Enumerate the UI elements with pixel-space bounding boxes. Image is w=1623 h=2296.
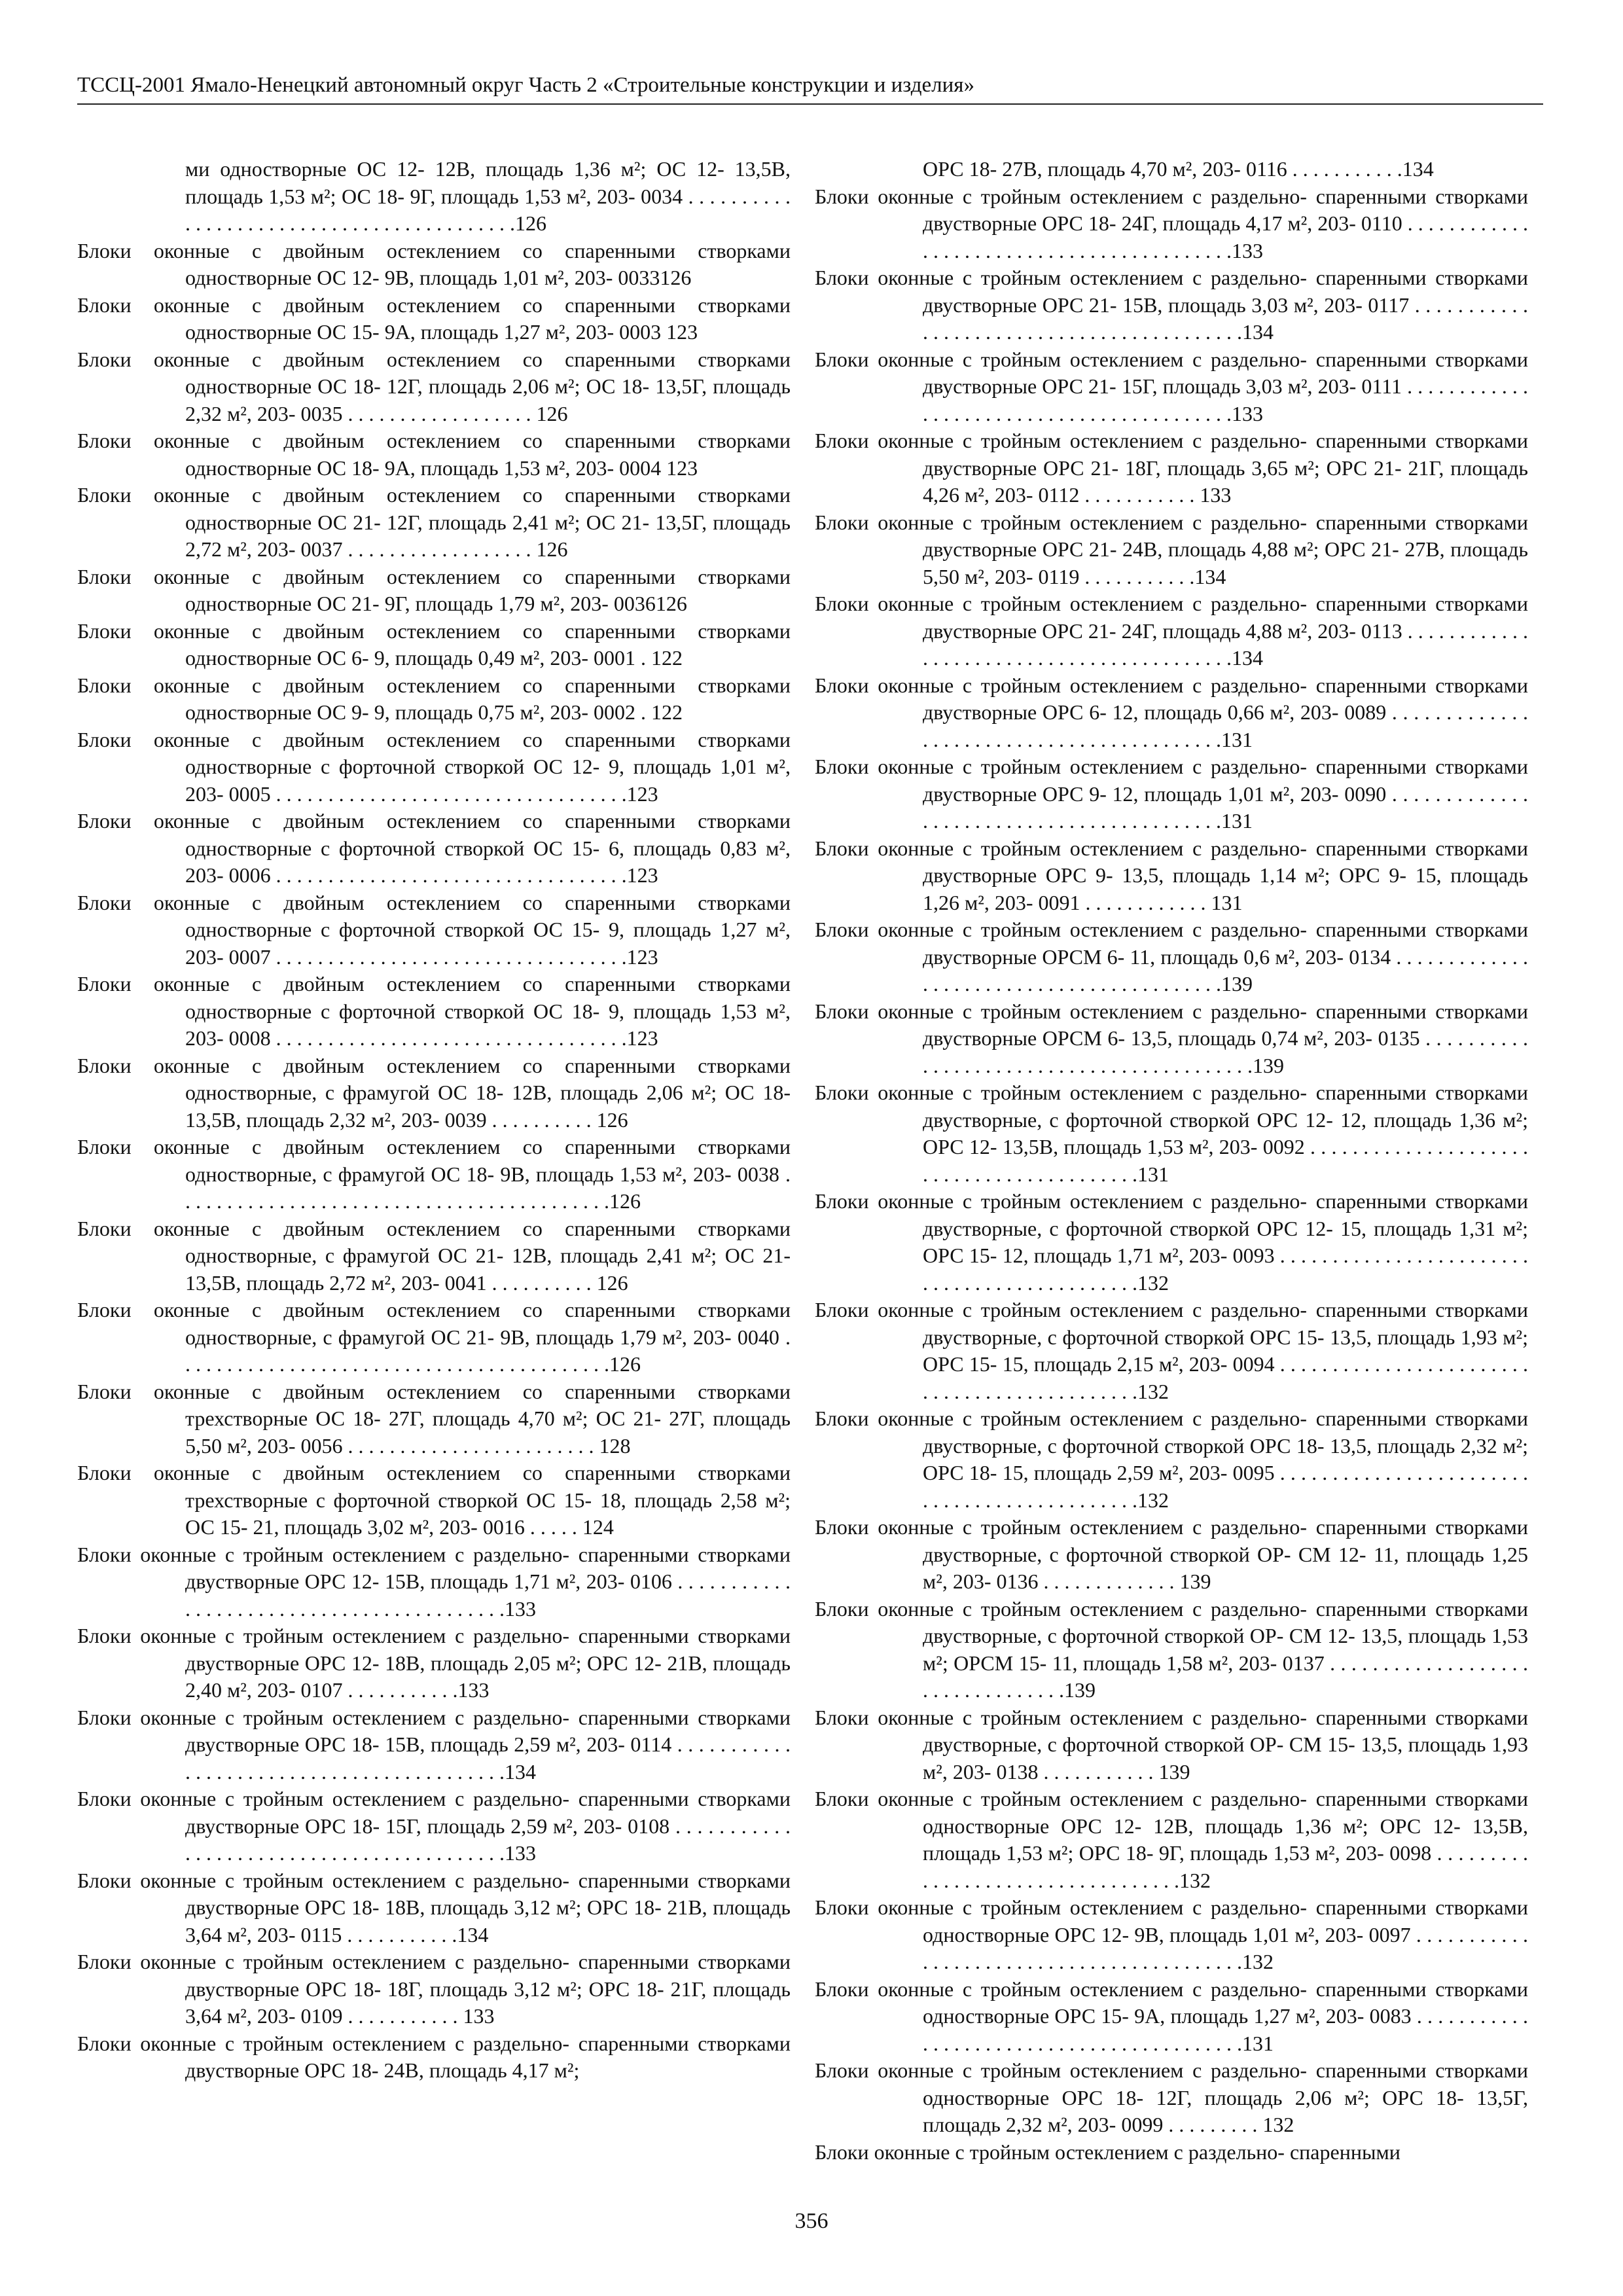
index-entry: Блоки оконные с двойным остеклением со спаренными створками одностворные ОС 18- 9А, площадь 1,53 м², 203- 0004 123 xyxy=(77,429,791,480)
index-entry: Блоки оконные с тройным остеклением с раздельно- спаренными створками одностворные ОРС 12- 9В, площадь 1,01 м², 203- 0097 . . . . . . . . . . . . . . . . . . . . . . . . . . . . . . . . . . . . . . . . . .132 xyxy=(815,1895,1528,1973)
index-entry: Блоки оконные с тройным остеклением с раздельно- спаренными створками двустворные, с форточной створкой ОРС 12- 12, площадь 1,36 м²; ОРС 12- 13,5В, площадь 1,53 м², 203- 0092 . . . . . . . . . . . . . . . . . . . . . . . . . . . . . . . . . . . . . . . . . .131 xyxy=(815,1081,1528,1186)
index-entry: Блоки оконные с двойным остеклением со спаренными створками одностворные ОС 6- 9, площадь 0,49 м², 203- 0001 . 122 xyxy=(77,619,791,670)
index-entry: Блоки оконные с двойным остеклением со спаренными створками одностворные ОС 21- 9Г, площадь 1,79 м², 203- 0036126 xyxy=(77,564,791,615)
index-entry: Блоки оконные с двойным остеклением со спаренными створками одностворные, с фрамугой ОС 21- 12В, площадь 2,41 м²; ОС 21- 13,5В, площадь 2,72 м², 203- 0041 . . . . . . . . . . 126 xyxy=(77,1216,791,1295)
index-entry: Блоки оконные с тройным остеклением с раздельно- спаренными створками двустворные ОРС 18- 15Г, площадь 2,59 м², 203- 0108 . . . . . . . . . . . . . . . . . . . . . . . . . . . . . . . . . . . . . . . . . .133 xyxy=(77,1787,791,1865)
index-entry: Блоки оконные с тройным остеклением с раздельно- спаренными створками двустворные, с форточной створкой ОРС 12- 15, площадь 1,31 м²; ОРС 15- 12, площадь 1,71 м², 203- 0093 . . . . . . . . . . . . . . . . . . . . . . . . . . . . . . . . . . . . . . . . . . . . .132 xyxy=(815,1189,1528,1295)
index-entry: Блоки оконные с тройным остеклением с раздельно- спаренными створками двустворные ОРС 21- 24Г, площадь 4,88 м², 203- 0113 . . . . . . . . . . . . . . . . . . . . . . . . . . . . . . . . . . . . . . . . . .134 xyxy=(815,592,1528,670)
index-entry: Блоки оконные с двойным остеклением со спаренными створками одностворные с форточной створкой ОС 15- 6, площадь 0,83 м², 203- 0006 . . . . . . . . . . . . . . . . . . . . . . . . . . . . . . . . . .123 xyxy=(77,809,791,887)
index-entry: Блоки оконные с тройным остеклением с раздельно- спаренными створками двустворные ОРС 18- 18В, площадь 3,12 м²; ОРС 18- 21В, площадь 3,64 м², 203- 0115 . . . . . . . . . . .134 xyxy=(77,1868,791,1946)
index-entry: Блоки оконные с тройным остеклением с раздельно- спаренными створками двустворные, с форточной створкой ОР- СМ 12- 13,5, площадь 1,53 м²; ОРСМ 15- 11, площадь 1,58 м², 203- 0137 . . . . . . . . . . . . . . . . . . . . . . . . . . . . . . . . .139 xyxy=(815,1596,1528,1702)
index-entry: Блоки оконные с тройным остеклением с раздельно- спаренными створками двустворные ОРС 12- 18В, площадь 2,05 м²; ОРС 12- 21В, площадь 2,40 м², 203- 0107 . . . . . . . . . . .133 xyxy=(77,1624,791,1702)
index-entry: Блоки оконные с тройным остеклением с раздельно- спаренными створками двустворные ОРС 21- 18Г, площадь 3,65 м²; ОРС 21- 21Г, площадь 4,26 м², 203- 0112 . . . . . . . . . . . 133 xyxy=(815,429,1528,507)
index-entry: Блоки оконные с двойным остеклением со спаренными створками одностворные ОС 18- 12Г, площадь 2,06 м²; ОС 18- 13,5Г, площадь 2,32 м², 203- 0035 . . . . . . . . . . . . . . . . . . 126 xyxy=(77,347,791,425)
index-entry: Блоки оконные с тройным остеклением с раздельно- спаренными створками двустворные, с форточной створкой ОР- СМ 15- 13,5, площадь 1,93 м², 203- 0138 . . . . . . . . . . . 139 xyxy=(815,1705,1528,1784)
index-entry: Блоки оконные с тройным остеклением с раздельно- спаренными створками двустворные ОРС 18- 18Г, площадь 3,12 м²; ОРС 18- 21Г, площадь 3,64 м², 203- 0109 . . . . . . . . . . . 133 xyxy=(77,1950,791,2028)
index-entry: Блоки оконные с тройным остеклением с раздельно- спаренными створками двустворные, с форточной створкой ОР- СМ 12- 11, площадь 1,25 м², 203- 0136 . . . . . . . . . . . . . 139 xyxy=(815,1515,1528,1593)
index-column-right xyxy=(815,156,1528,2166)
page-header: ТССЦ-2001 Ямало-Ненецкий автономный округ Часть 2 «Строительные конструкции и изделия» xyxy=(77,71,1543,105)
index-entry: Блоки оконные с двойным остеклением со спаренными створками одностворные с форточной створкой ОС 18- 9, площадь 1,53 м², 203- 0008 . . . . . . . . . . . . . . . . . . . . . . . . . . . . . . . . . .123 xyxy=(77,972,791,1050)
index-entry: Блоки оконные с тройным остеклением с раздельно- спаренными створками двустворные ОРС 18- 15В, площадь 2,59 м², 203- 0114 . . . . . . . . . . . . . . . . . . . . . . . . . . . . . . . . . . . . . . . . . .134 xyxy=(77,1705,791,1784)
index-entry: ОРС 18- 27В, площадь 4,70 м², 203- 0116 . . . . . . . . . . .134 xyxy=(923,157,1434,181)
index-entry: Блоки оконные с двойным остеклением со спаренными створками одностворные, с фрамугой ОС 18- 9В, площадь 1,53 м², 203- 0038 . . . . . . . . . . . . . . . . . . . . . . . . . . . . . . . . . . . . . . . . . .126 xyxy=(77,1135,791,1213)
index-entry: Блоки оконные с тройным остеклением с раздельно- спаренными створками двустворные ОРСМ 6- 13,5, площадь 0,74 м², 203- 0135 . . . . . . . . . . . . . . . . . . . . . . . . . . . . . . . . . . . . . . . . . .139 xyxy=(815,999,1528,1077)
index-entry: Блоки оконные с тройным остеклением с раздельно- спаренными створками одностворные ОРС 12- 12В, площадь 1,36 м²; ОРС 12- 13,5В, площадь 1,53 м²; ОРС 18- 9Г, площадь 1,53 м², 203- 0098 . . . . . . . . . . . . . . . . . . . . . . . . . . . . . . . . . .132 xyxy=(815,1787,1528,1892)
index-entry: Блоки оконные с тройным остеклением с раздельно- спаренными xyxy=(815,2140,1400,2164)
index-entry: Блоки оконные с двойным остеклением со спаренными створками одностворные, с фрамугой ОС 18- 12В, площадь 2,06 м²; ОС 18- 13,5В, площадь 2,32 м², 203- 0039 . . . . . . . . . . 126 xyxy=(77,1053,791,1132)
index-entry: Блоки оконные с двойным остеклением со спаренными створками одностворные, с фрамугой ОС 21- 9В, площадь 1,79 м², 203- 0040 . . . . . . . . . . . . . . . . . . . . . . . . . . . . . . . . . . . . . . . . . .126 xyxy=(77,1298,791,1376)
index-entry: Блоки оконные с тройным остеклением с раздельно- спаренными створками одностворные ОРС 18- 12Г, площадь 2,06 м²; ОРС 18- 13,5Г, площадь 2,32 м², 203- 0099 . . . . . . . . . 132 xyxy=(815,2058,1528,2136)
index-entry: Блоки оконные с двойным остеклением со спаренными створками одностворные ОС 9- 9, площадь 0,75 м², 203- 0002 . 122 xyxy=(77,673,791,724)
index-entry: Блоки оконные с двойным остеклением со спаренными створками одностворные ОС 15- 9А, площадь 1,27 м², 203- 0003 123 xyxy=(77,293,791,344)
index-entry: Блоки оконные с тройным остеклением с раздельно- спаренными створками одностворные ОРС 15- 9А, площадь 1,27 м², 203- 0083 . . . . . . . . . . . . . . . . . . . . . . . . . . . . . . . . . . . . . . . . . .131 xyxy=(815,1977,1528,2055)
index-entry: Блоки оконные с тройным остеклением с раздельно- спаренными створками двустворные ОРС 12- 15В, площадь 1,71 м², 203- 0106 . . . . . . . . . . . . . . . . . . . . . . . . . . . . . . . . . . . . . . . . . .133 xyxy=(77,1542,791,1621)
page-number: 356 xyxy=(794,2209,829,2233)
index-entry: Блоки оконные с тройным остеклением с раздельно- спаренными створками двустворные ОРСМ 6- 11, площадь 0,6 м², 203- 0134 . . . . . . . . . . . . . . . . . . . . . . . . . . . . . . . . . . . . . . . . . .139 xyxy=(815,918,1528,996)
index-entry: Блоки оконные с тройным остеклением с раздельно- спаренными створками двустворные ОРС 9- 12, площадь 1,01 м², 203- 0090 . . . . . . . . . . . . . . . . . . . . . . . . . . . . . . . . . . . . . . . . . .131 xyxy=(815,755,1528,833)
index-entry: Блоки оконные с тройным остеклением с раздельно- спаренными створками двустворные ОРС 21- 15Г, площадь 3,03 м², 203- 0111 . . . . . . . . . . . . . . . . . . . . . . . . . . . . . . . . . . . . . . . . . .133 xyxy=(815,347,1528,425)
index-entry: Блоки оконные с двойным остеклением со спаренными створками одностворные ОС 21- 12Г, площадь 2,41 м²; ОС 21- 13,5Г, площадь 2,72 м², 203- 0037 . . . . . . . . . . . . . . . . . . 126 xyxy=(77,483,791,561)
index-entry: Блоки оконные с двойным остеклением со спаренными створками одностворные ОС 12- 9В, площадь 1,01 м², 203- 0033126 xyxy=(77,238,791,289)
index-entry: Блоки оконные с тройным остеклением с раздельно- спаренными створками двустворные ОРС 6- 12, площадь 0,66 м², 203- 0089 . . . . . . . . . . . . . . . . . . . . . . . . . . . . . . . . . . . . . . . . . .131 xyxy=(815,673,1528,751)
index-entry: Блоки оконные с двойным остеклением со спаренными створками трехстворные ОС 18- 27Г, площадь 4,70 м²; ОС 21- 27Г, площадь 5,50 м², 203- 0056 . . . . . . . . . . . . . . . . . . . . . . . . 128 xyxy=(77,1379,791,1458)
index-column-left xyxy=(77,156,791,2085)
index-entry: Блоки оконные с двойным остеклением со спаренными створками одностворные с форточной створкой ОС 15- 9, площадь 1,27 м², 203- 0007 . . . . . . . . . . . . . . . . . . . . . . . . . . . . . . . . . .123 xyxy=(77,890,791,969)
index-entry: Блоки оконные с тройным остеклением с раздельно- спаренными створками двустворные ОРС 18- 24Г, площадь 4,17 м², 203- 0110 . . . . . . . . . . . . . . . . . . . . . . . . . . . . . . . . . . . . . . . . . .133 xyxy=(815,184,1528,262)
index-entry: Блоки оконные с тройным остеклением с раздельно- спаренными створками двустворные ОРС 21- 15В, площадь 3,03 м², 203- 0117 . . . . . . . . . . . . . . . . . . . . . . . . . . . . . . . . . . . . . . . . . .134 xyxy=(815,266,1528,344)
index-entry: Блоки оконные с тройным остеклением с раздельно- спаренными створками двустворные ОРС 18- 24В, площадь 4,17 м²; xyxy=(77,2031,791,2082)
index-entry: Блоки оконные с тройным остеклением с раздельно- спаренными створками двустворные ОРС 21- 24В, площадь 4,88 м²; ОРС 21- 27В, площадь 5,50 м², 203- 0119 . . . . . . . . . . .134 xyxy=(815,510,1528,588)
index-entry: Блоки оконные с двойным остеклением со спаренными створками одностворные с форточной створкой ОС 12- 9, площадь 1,01 м², 203- 0005 . . . . . . . . . . . . . . . . . . . . . . . . . . . . . . . . . .123 xyxy=(77,727,791,806)
index-entry: ми одностворные ОС 12- 12В, площадь 1,36 м²; ОС 12- 13,5В, площадь 1,53 м²; ОС 18- 9Г, площадь 1,53 м², 203- 0034 . . . . . . . . . . . . . . . . . . . . . . . . . . . . . . . . . . . . . . . . . .126 xyxy=(185,157,791,235)
index-entry: Блоки оконные с двойным остеклением со спаренными створками трехстворные с форточной створкой ОС 15- 18, площадь 2,58 м²; ОС 15- 21, площадь 3,02 м², 203- 0016 . . . . . 124 xyxy=(77,1461,791,1539)
index-entry: Блоки оконные с тройным остеклением с раздельно- спаренными створками двустворные ОРС 9- 13,5, площадь 1,14 м²; ОРС 9- 15, площадь 1,26 м², 203- 0091 . . . . . . . . . . . . 131 xyxy=(815,836,1528,914)
index-entry: Блоки оконные с тройным остеклением с раздельно- спаренными створками двустворные, с форточной створкой ОРС 15- 13,5, площадь 1,93 м²; ОРС 15- 15, площадь 2,15 м², 203- 0094 . . . . . . . . . . . . . . . . . . . . . . . . . . . . . . . . . . . . . . . . . . . . .132 xyxy=(815,1298,1528,1403)
index-entry: Блоки оконные с тройным остеклением с раздельно- спаренными створками двустворные, с форточной створкой ОРС 18- 13,5, площадь 2,32 м²; ОРС 18- 15, площадь 2,59 м², 203- 0095 . . . . . . . . . . . . . . . . . . . . . . . . . . . . . . . . . . . . . . . . . . . . .132 xyxy=(815,1407,1528,1512)
